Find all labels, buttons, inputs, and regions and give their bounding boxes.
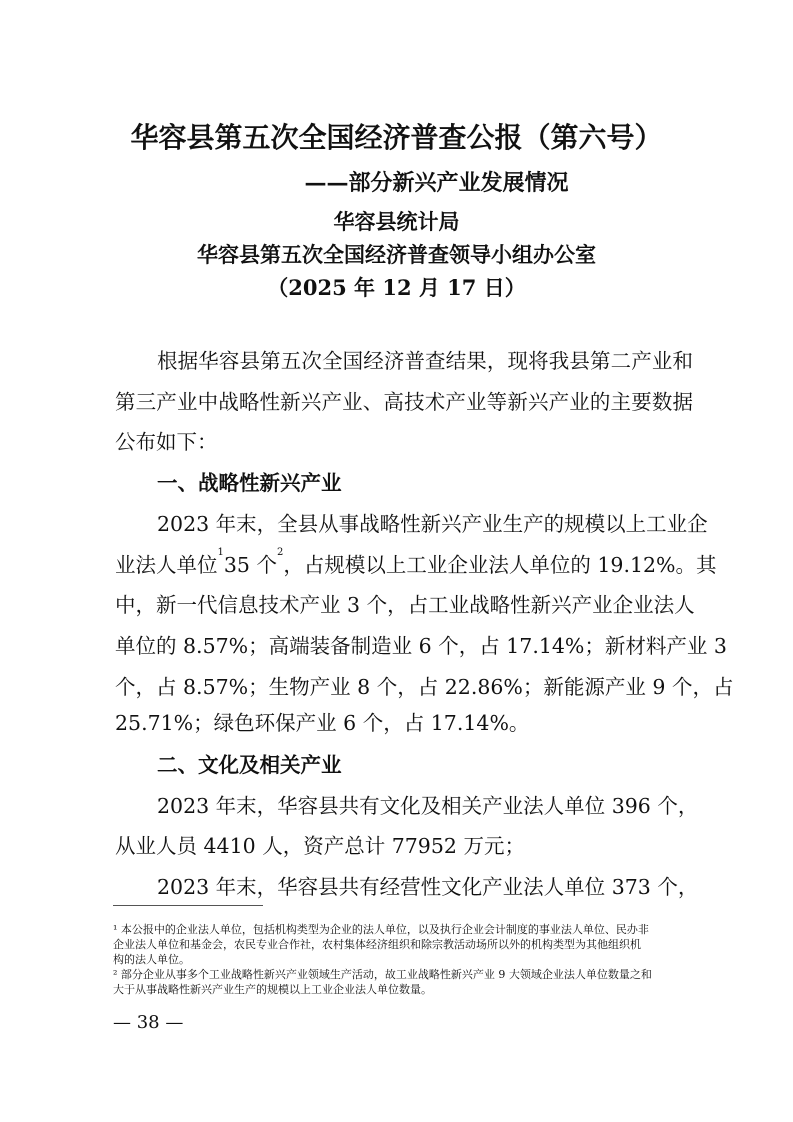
paragraph-line: 25.71%；绿色环保产业 6 个，占 17.14%。 bbox=[115, 711, 530, 735]
paragraph-line: 2023 年末，全县从事战略性新兴产业生产的规模以上工业企 bbox=[157, 512, 708, 536]
footnote-separator bbox=[113, 905, 263, 906]
footnote-line: ² 部分企业从事多个工业战略性新兴产业领域生产活动，故工业战略性新兴产业 9 大领域企业法人单位数量之和 bbox=[113, 968, 652, 981]
intro-line: 公布如下： bbox=[115, 430, 218, 454]
paragraph-line bbox=[115, 547, 717, 578]
text: 35 个 bbox=[223, 553, 277, 577]
document-subtitle: ——部分新兴产业发展情况 bbox=[304, 170, 569, 196]
text: ，占规模以上工业企业法人单位的 19.12%。其 bbox=[283, 553, 717, 577]
footnote-line: 企业法人单位和基金会，农民专业合作社，农村集体经济组织和除宗教活动场所以外的机构类型为其他组织机 bbox=[113, 938, 641, 951]
text: 业法人单位 bbox=[115, 553, 218, 577]
footnote-ref-1: 1 bbox=[217, 547, 224, 558]
section-heading-culture: 二、文化及相关产业 bbox=[157, 753, 342, 777]
page-number: — 38 — bbox=[113, 1012, 184, 1033]
issuer-census-office: 华容县第五次全国经济普查领导小组办公室 bbox=[197, 242, 596, 267]
intro-line: 根据华容县第五次全国经济普查结果，现将我县第二产业和 bbox=[157, 349, 693, 373]
footnote-line: 构的法人单位。 bbox=[113, 953, 190, 966]
paragraph-line: 个，占 8.57%；生物产业 8 个，占 22.86%；新能源产业 9 个，占 bbox=[115, 675, 734, 699]
footnote-line: ¹ 本公报中的企业法人单位，包括机构类型为企业的法人单位，以及执行企业会计制度的事业法人单位、民办非 bbox=[113, 923, 649, 936]
footnote-line: 大于从事战略性新兴产业生产的规模以上工业企业法人单位数量。 bbox=[113, 983, 432, 996]
paragraph-line: 2023 年末，华容县共有经营性文化产业法人单位 373 个， bbox=[157, 875, 699, 899]
issuer-statistics-bureau: 华容县统计局 bbox=[333, 209, 460, 234]
publish-date: （2025 年 12 月 17 日） bbox=[267, 275, 526, 300]
paragraph-line: 单位的 8.57%；高端装备制造业 6 个，占 17.14%；新材料产业 3 bbox=[115, 634, 727, 658]
document-title: 华容县第五次全国经济普查公报（第六号） bbox=[130, 121, 663, 154]
paragraph-line: 中，新一代信息技术产业 3 个，占工业战略性新兴产业企业法人 bbox=[115, 593, 695, 617]
intro-line: 第三产业中战略性新兴产业、高技术产业等新兴产业的主要数据 bbox=[115, 390, 693, 414]
paragraph-line: 2023 年末，华容县共有文化及相关产业法人单位 396 个， bbox=[157, 794, 699, 818]
footnote-ref-2: 2 bbox=[276, 547, 284, 558]
paragraph-line: 从业人员 4410 人，资产总计 77952 万元； bbox=[115, 834, 525, 858]
section-heading-strategic-emerging: 一、战略性新兴产业 bbox=[157, 471, 342, 495]
